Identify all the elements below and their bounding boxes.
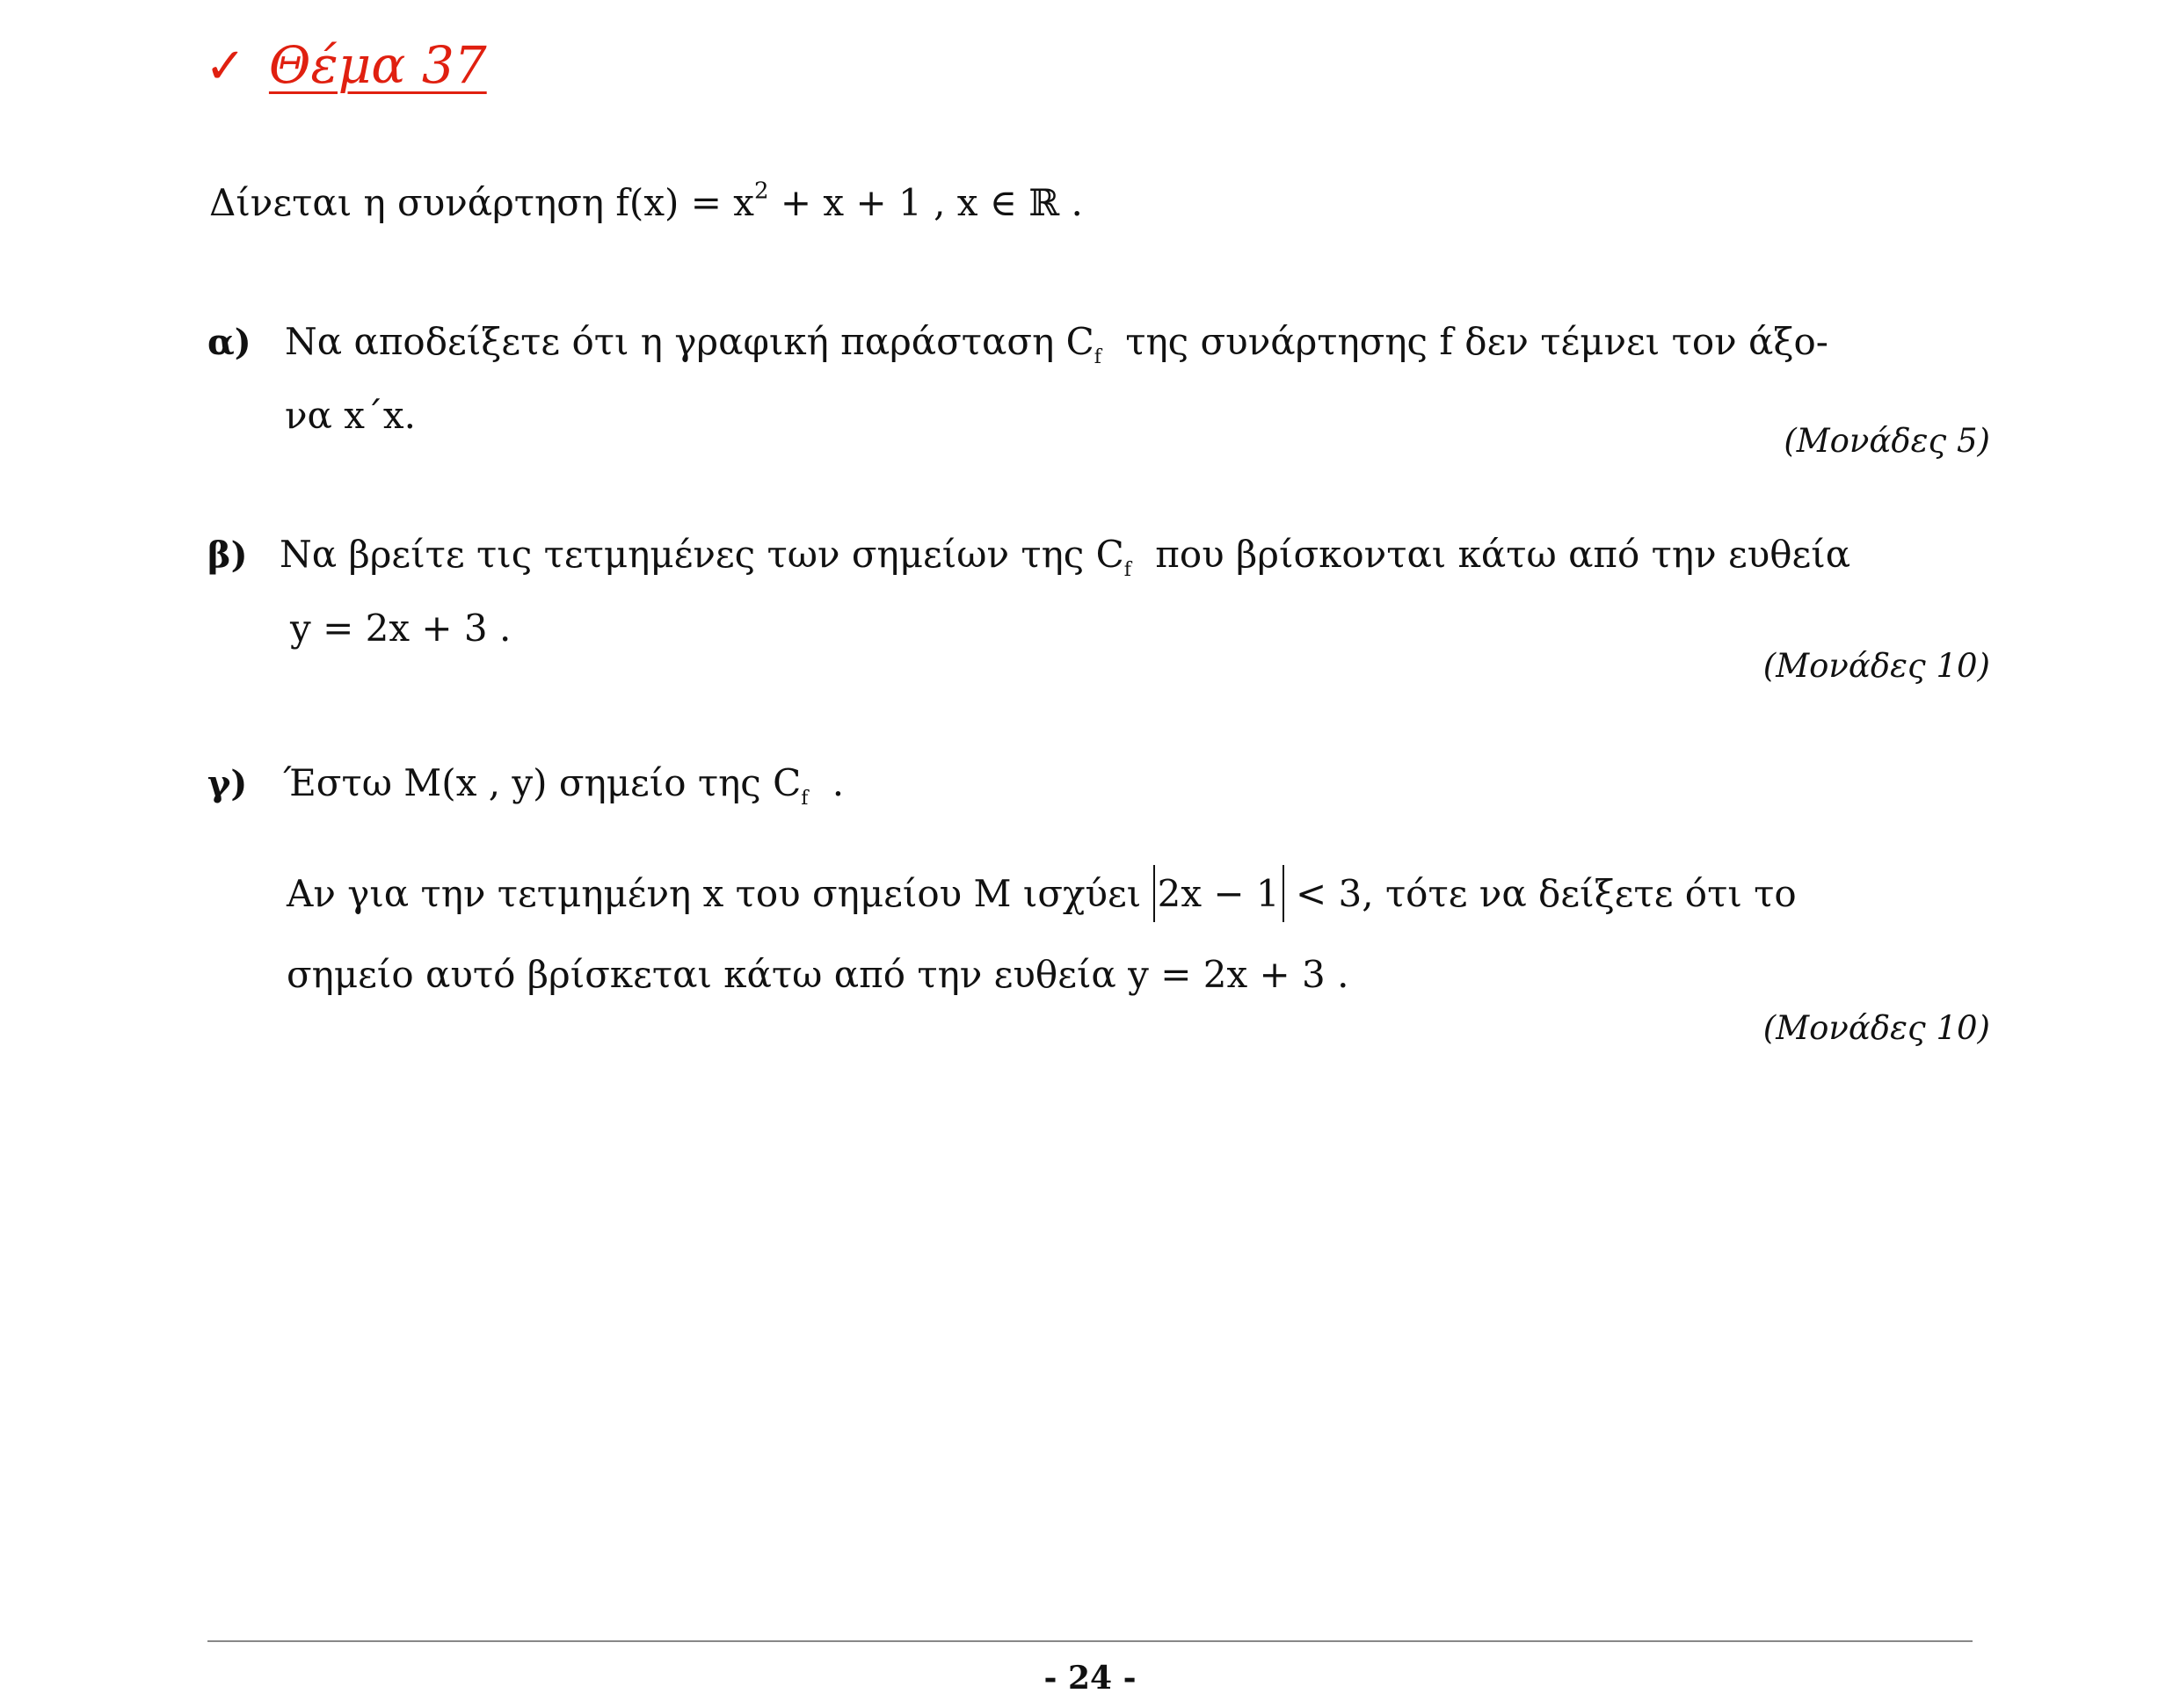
- footer-divider: [207, 1640, 1973, 1642]
- part-b-label: β): [207, 534, 248, 576]
- intro-text: Δίνεται η συνάρτηση $f(x) = x^2 + x + 1$ , x ∈ ℝ .: [209, 178, 1083, 224]
- part-b-line2: y = 2x + 3 .: [290, 607, 512, 650]
- part-a-marks: (Μονάδες 5): [1784, 422, 1990, 460]
- checkmark-icon: ✓: [205, 38, 246, 95]
- topic-title: Θέμα 37: [268, 35, 487, 95]
- part-c-line1: Έστω M(x , y) σημείο της $C_f$ .: [283, 761, 845, 810]
- part-c-line3: σημείο αυτό βρίσκεται κάτω από την ευθεία y = 2x + 3 .: [287, 953, 1349, 996]
- part-a-label: α): [207, 322, 251, 363]
- part-a-line1: Να αποδείξετε ότι η γραφική παράσταση $C_f$ της συνάρτησης f δεν τέμνει τον άξο-: [285, 320, 1828, 368]
- part-b-marks: (Μονάδες 10): [1762, 647, 1990, 685]
- topic-heading: [205, 35, 487, 95]
- part-b-line1: Να βρείτε τις τετμημένες των σημείων της $C_f$ που βρίσκονται κάτω από την ευθεία: [280, 533, 1851, 581]
- part-a-line2: να x΄x.: [285, 394, 416, 437]
- part-c-line2: Αν για την τετμημένη x του σημείου M ισχύει 2x − 1 < 3, τότε να δείξετε ότι το: [287, 865, 1797, 922]
- part-c-label: γ): [207, 763, 248, 804]
- part-c-marks: (Μονάδες 10): [1762, 1009, 1990, 1047]
- page-number: - 24 -: [1043, 1660, 1137, 1697]
